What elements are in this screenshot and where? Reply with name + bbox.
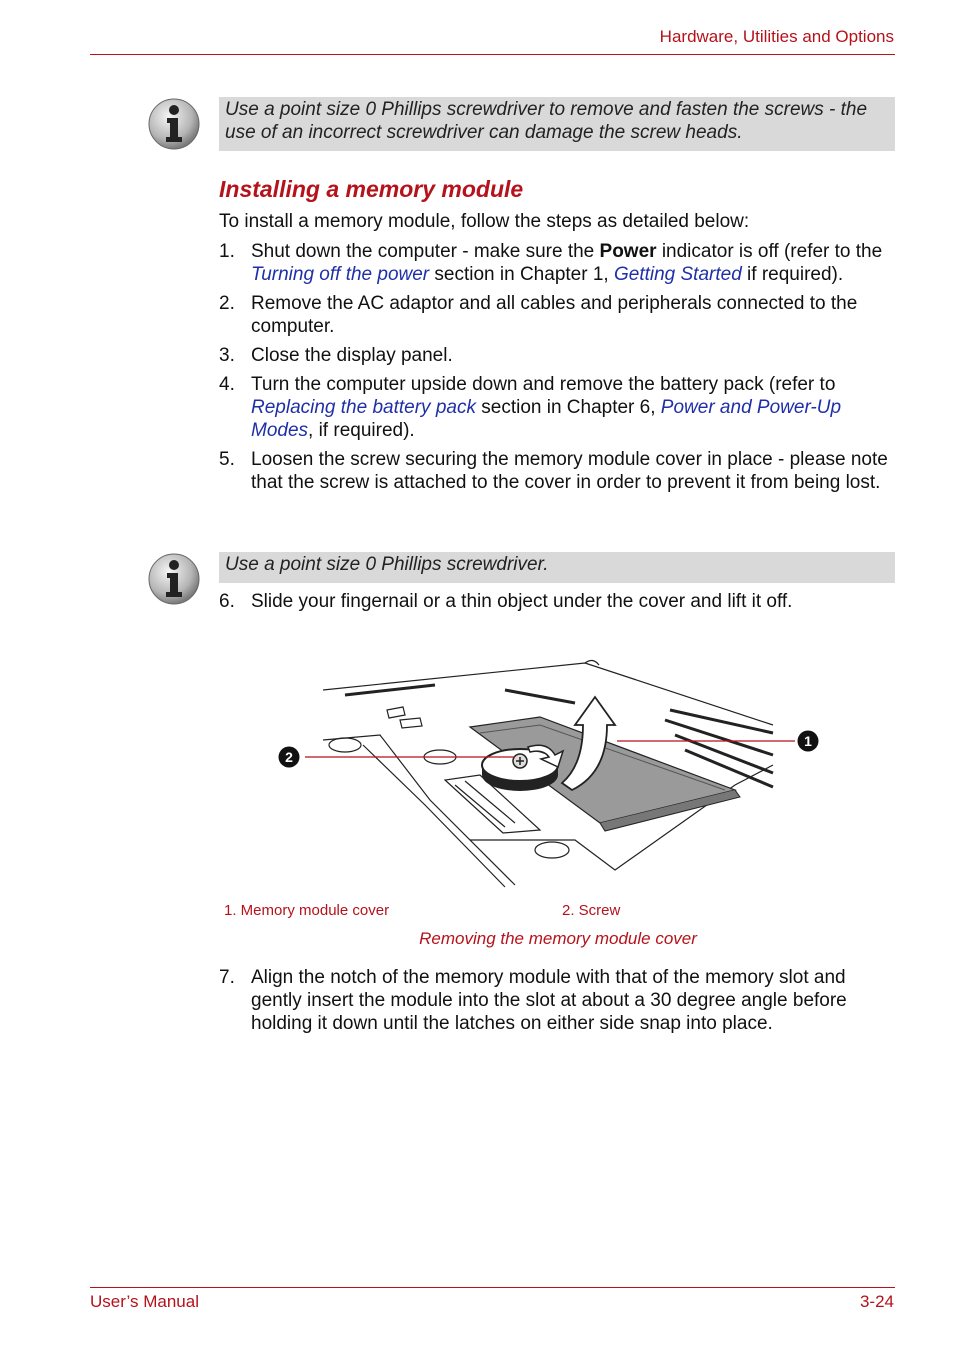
- list-item: [219, 448, 899, 494]
- step-number: 5.: [219, 449, 235, 470]
- memory-cover-illustration: [275, 655, 825, 890]
- link-turning-off-power[interactable]: Turning off the power: [251, 264, 430, 285]
- step-number: 6.: [219, 591, 235, 612]
- info-icon: [147, 97, 201, 151]
- note-box: [219, 97, 895, 151]
- step-text: if required).: [741, 264, 844, 285]
- step-number: 2.: [219, 293, 235, 314]
- step-text: Loosen the screw securing the memory module cover in place - please note that the screw is attached to the cover in order to prevent it from being lost.: [251, 449, 888, 493]
- list-item: [219, 292, 899, 338]
- link-getting-started[interactable]: Getting Started: [613, 264, 742, 285]
- list-item: [219, 240, 899, 286]
- steps-list-c: [219, 966, 899, 1041]
- step-number: 1.: [219, 241, 235, 262]
- step-number: 7.: [219, 967, 235, 988]
- figure-label-2: 2. Screw: [562, 902, 621, 919]
- link-replacing-battery-pack[interactable]: Replacing the battery pack: [251, 397, 476, 418]
- step-text: Turn the computer upside down and remove the battery pack (refer to: [251, 374, 836, 395]
- footer-rule: [90, 1287, 895, 1288]
- steps-list-b: [219, 590, 899, 619]
- list-item: [219, 966, 899, 1035]
- step-text: section in Chapter 6,: [475, 397, 661, 418]
- step-text: Align the notch of the memory module with that of the memory slot and gently insert the module into the slot at about a 30 degree angle before holding it down until the latches on either side snap into place.: [251, 967, 847, 1034]
- footer-title: User’s Manual: [90, 1292, 199, 1311]
- callout-1: 1: [804, 733, 812, 749]
- step-number: 3.: [219, 345, 235, 366]
- link-power-and-power-up-modes[interactable]: Power and Power-Up Modes: [251, 397, 842, 441]
- section-heading: Installing a memory module: [219, 176, 524, 202]
- step-text: Close the display panel.: [251, 345, 453, 366]
- info-icon: [147, 552, 201, 606]
- note-text: Use a point size 0 Phillips screwdriver.: [225, 554, 549, 575]
- step-bold: Power: [599, 241, 657, 262]
- list-item: [219, 590, 899, 613]
- step-text: , if required).: [308, 420, 415, 441]
- list-item: [219, 344, 899, 367]
- note-text: Use a point size 0 Phillips screwdriver to remove and fasten the screws - the use of an incorrect screwdriver can damage the screw heads.: [225, 99, 868, 143]
- step-text: Slide your fingernail or a thin object under the cover and lift it off.: [251, 591, 793, 612]
- step-text: section in Chapter 1,: [429, 264, 614, 285]
- list-item: [219, 373, 899, 442]
- step-number: 4.: [219, 374, 235, 395]
- header-rule: [90, 54, 895, 55]
- callout-2: 2: [285, 749, 293, 765]
- running-header: Hardware, Utilities and Options: [659, 27, 894, 46]
- note-box: [219, 552, 895, 583]
- step-text: Shut down the computer - make sure the: [251, 241, 600, 262]
- figure-label-1: 1. Memory module cover: [224, 902, 390, 919]
- page-number: 3-24: [859, 1292, 894, 1311]
- step-text: indicator is off (refer to the: [656, 241, 883, 262]
- figure-caption: Removing the memory module cover: [419, 929, 697, 948]
- steps-list-a: [219, 240, 899, 500]
- step-text: Remove the AC adaptor and all cables and peripherals connected to the computer.: [251, 293, 858, 337]
- intro-text: To install a memory module, follow the steps as detailed below:: [219, 211, 750, 232]
